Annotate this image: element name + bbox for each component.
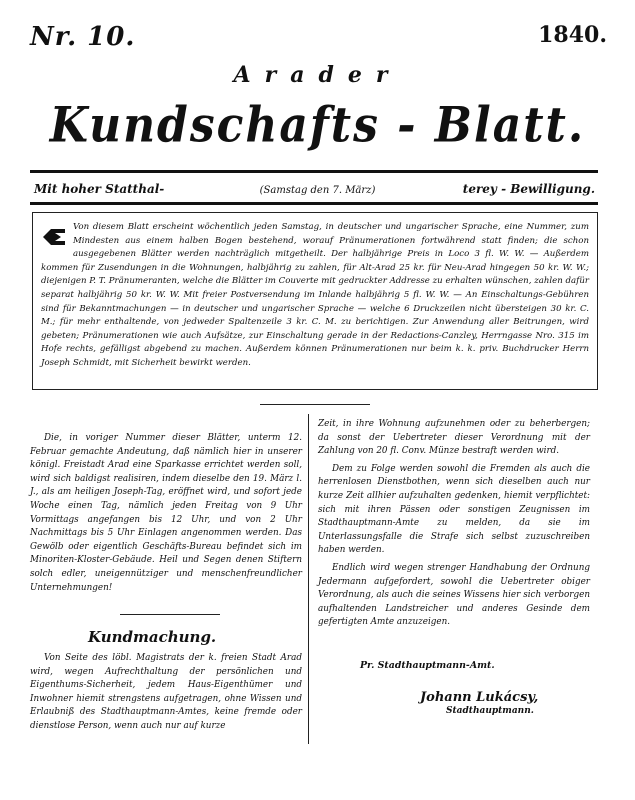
masthead-title-top: Arader <box>233 62 402 88</box>
issue-year: 1840. <box>538 22 607 48</box>
subscription-notice-text: Von diesem Blatt erscheint wöchentlich jeden Samstag, in deutscher und ungarischer Sprache, eine Nummer, zum Mindesten aus einem halben Bogen bestehend, worauf Pränumerationen fortwährend statt finden; die schon ausgegebenen Blätter werden nachträglich mitgetheilt. Der halbjährige Preis in Loco 3 fl. W. W. — Außerdem kommen für Zusendungen in die Wohnungen, halbjährig zu zahlen, für Alt-Arad 25 kr. für Neu-Arad hingegen 50 kr. W. W.; diejenigen P. T. Pränumeranten, welche die Blätter im Couverte mit gedruckter Addresse zu erhalten wünschen, zahlen dafür separat halbjährig 50 kr. W. W. Mit freier Postversendung im Inlande halbjährig 5 fl. W. W. — An Einschaltungs-Gebühren sind für Bekanntmachungen — in deutscher und ungarischer Sprache — welche 6 Druckzeilen nicht übersteigen 30 kr. C. M.; für mehr enthaltende, von jedweder Spaltenzeile 3 kr. C. M. zu berichtigen. Zur Anwendung aller Beitrungen, wird gebeten; Pränumerationen wie auch Aufsätze, zur Einschaltung gerade in der Redactions-Canzley, Herrngasse Nro. 315 im Hofe rechts, gefälligst abgebend zu machen. Außerdem können Pränumerationen nur beim k. k. priv. Buchdrucker Herrn Joseph Schmidt, mit Sicherheit bewirkt werden. <box>41 222 589 368</box>
right-paragraph-2: Dem zu Folge werden sowohl die Fremden als auch die herrenlosen Dienstbothen, wenn sich dieselben auch nur kurze Zeit allhier aufzuhalten gedenken, hiemit verpflichtet: sich mit ihren Pässen oder sonstigen Zeugnissen im Stadthauptmann-Amte zu melden, da sie im Unterlassungsfalle die Strafe sich selbst zuzuschreiben haben werden. <box>318 463 590 556</box>
signature-office: Pr. Stadthauptmann-Amt. <box>360 660 495 671</box>
announcement-text <box>30 652 302 738</box>
left-column <box>30 432 302 599</box>
signature-name: Johann Lukácsy, <box>420 690 539 705</box>
right-paragraph-3: Endlich wird wegen strenger Handhabung der Ordnung Jedermann aufgefordert, sowohl die Uebertreter obiger Verordnung, als auch die seines Wissens hier sich verborgen aufhaltenden Landstreicher und anderes Gesinde dem gefertigten Amte anzuzeigen. <box>318 562 590 628</box>
issue-date: (Samstag den 7. März) <box>259 185 376 196</box>
masthead-title-main: Kundschafts - Blatt. <box>49 97 586 154</box>
announcement-heading: Kundmachung. <box>88 628 217 646</box>
announcement-paragraph: Von Seite des löbl. Magistrats der k. freien Stadt Arad wird, wegen Aufrechthaltung der persönlichen und Eigenthums-Sicherheit, jedem Haus-Eigenthümer und Inwohner hiemit strengstens aufgetragen, ohne Wissen und Erlaubniß des Stadthauptmann-Amtes, keine fremde oder dienstlose Person, wenn auch nur auf kurze <box>30 653 302 731</box>
pointing-hand-icon <box>41 223 67 251</box>
subscription-notice-box <box>32 212 598 390</box>
right-column <box>318 418 590 634</box>
signature-title: Stadthauptmann. <box>446 706 534 716</box>
issue-number: Nr. 10. <box>30 22 136 52</box>
subtitle-left: Mit hoher Statthal- <box>34 182 165 196</box>
section-divider <box>260 404 370 405</box>
masthead-rule-top <box>30 170 598 173</box>
right-paragraph-1: Zeit, in ihre Wohnung aufzunehmen oder zu beherbergen; da sonst der Uebertreter dieser Verordnung mit der Zahlung von 20 fl. Conv. Münze bestraft werden wird. <box>318 419 590 457</box>
left-divider <box>120 614 220 615</box>
masthead-rule-bottom <box>30 202 598 205</box>
column-rule <box>308 414 309 744</box>
subtitle-right: terey - Bewilligung. <box>462 182 595 196</box>
savings-bank-notice: Die, in voriger Nummer dieser Blätter, unterm 12. Februar gemachte Andeutung, daß nämlich hier in unserer königl. Freistadt Arad eine Sparkasse errichtet werden soll, wird sich baldigst realisiren, indem dieselbe den 19. März l. J., als am heiligen Joseph-Tag, eröffnet wird, und sofort jede Woche einen Tag, nämlich jeden Freitag von 9 Uhr Vormittags angefangen bis 12 Uhr, und von 2 Uhr Nachmittags bis 5 Uhr Einlagen angenommen werden. Das Gewölb oder eigentlich Geschäfts-Bureau befindet sich im Minoriten-Kloster-Gebäude. Heil und Segen denen Stiftern solch edler, uneigennütziger und menschenfreundlicher Unternehmungen! <box>30 433 302 593</box>
